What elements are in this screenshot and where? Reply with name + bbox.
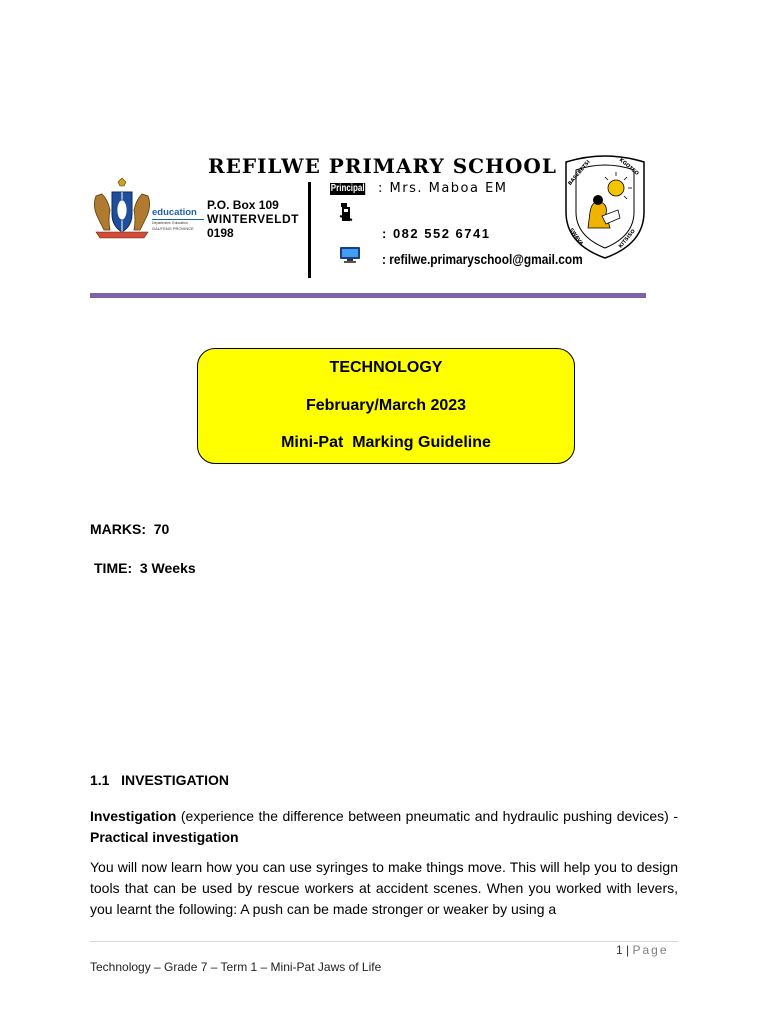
para-bold-tail: Practical investigation xyxy=(90,829,239,845)
motto-word: SWAVA xyxy=(567,227,585,247)
document-type: Mini-Pat Marking Guideline xyxy=(281,434,491,451)
header-rule xyxy=(90,293,646,298)
address-line: 0198 xyxy=(207,226,234,240)
education-province: GAUTENG PROVINCE xyxy=(152,226,194,231)
education-dept: Department: Education xyxy=(152,221,188,225)
education-wordmark xyxy=(152,208,204,232)
footer-rule xyxy=(90,941,678,942)
section-heading: 1.1 INVESTIGATION xyxy=(90,772,229,788)
para-bold-lead: Investigation xyxy=(90,808,177,824)
title-box xyxy=(197,348,575,464)
motto-word: KGOTSO xyxy=(617,157,640,177)
para-text: (experience the difference between pneumatic and hydraulic pushing devices) - xyxy=(176,808,678,824)
investigation-body: You will now learn how you can use syringes to make things move. This will help you to design tools that can be used by rescue workers at accident scenes. When you worked with levers, you learnt the following: A push can be made stronger or weaker by using a xyxy=(90,859,678,917)
investigation-intro xyxy=(90,806,678,848)
total-marks: MARKS: 70 xyxy=(90,521,170,537)
badge-motto xyxy=(562,152,648,260)
email-address: : refilwe.primaryschool@gmail.com xyxy=(382,251,583,267)
motto-word: BASEBETSI xyxy=(567,159,592,187)
address-line: WINTERVELDT xyxy=(207,212,299,226)
page-number-value: 1 xyxy=(616,943,623,957)
footer-text: Technology – Grade 7 – Term 1 – Mini-Pat Jaws of Life xyxy=(90,960,382,974)
education-word: education xyxy=(152,207,197,218)
principal-name: : Mrs. Maboa EM xyxy=(378,181,508,196)
school-name: REFILWE PRIMARY SCHOOL xyxy=(208,154,557,178)
subject-title: TECHNOLOGY xyxy=(329,359,443,376)
time-allowed: TIME: 3 Weeks xyxy=(94,560,196,576)
term-date: February/March 2023 xyxy=(305,397,467,414)
computer-icon xyxy=(339,246,361,264)
page-number: 1 | Page xyxy=(616,943,669,957)
header-divider xyxy=(308,182,311,278)
school-address xyxy=(207,198,299,240)
motto-word: KITSISO xyxy=(617,228,637,250)
phone-icon xyxy=(338,202,354,224)
phone-number: : 082 552 6741 xyxy=(382,226,491,241)
page-label: Page xyxy=(632,943,669,957)
address-line: P.O. Box 109 xyxy=(207,198,279,212)
principal-label: Principal xyxy=(330,183,365,194)
